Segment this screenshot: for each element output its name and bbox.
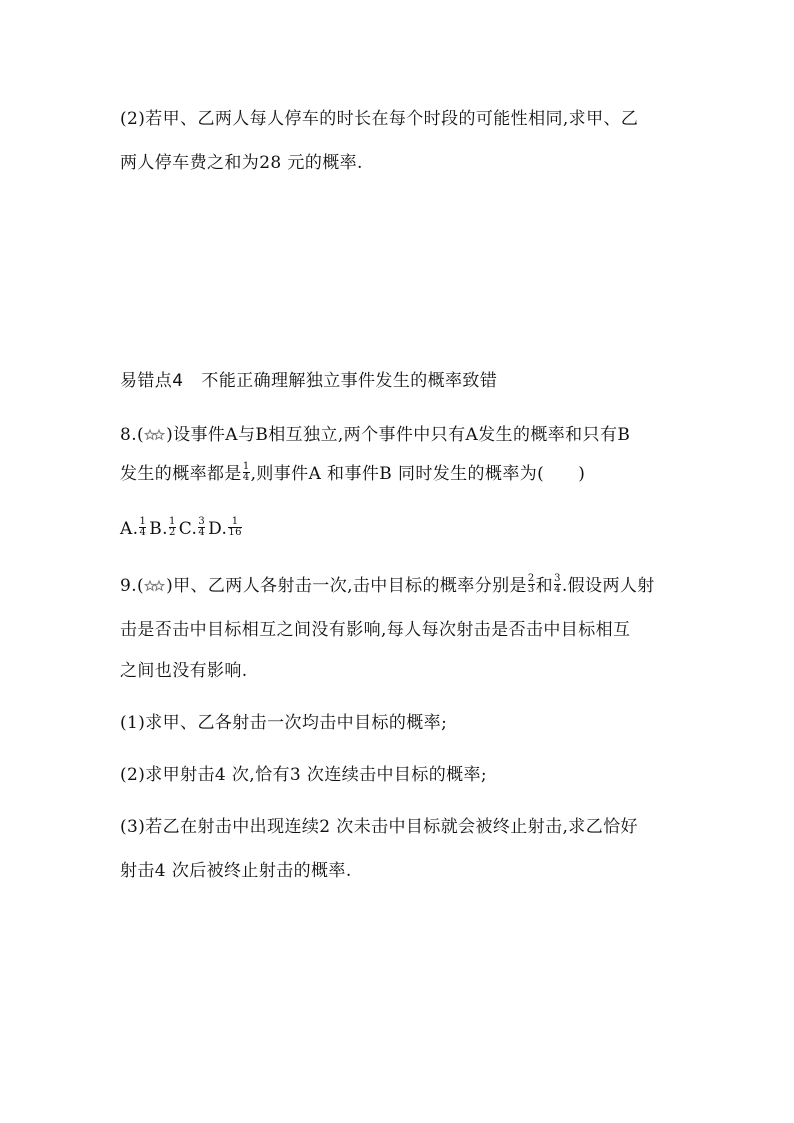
frac-num: 3 <box>198 516 206 527</box>
q8-stem-line1 <box>120 424 630 446</box>
q8-option-d <box>208 516 243 539</box>
q7-part2-line1: (2)若甲、乙两人每人停车的时长在每个时段的可能性相同,求甲、乙 <box>120 109 639 129</box>
option-label: D. <box>208 519 228 539</box>
frac-num: 3 <box>554 573 561 584</box>
q9-stem-line3: 之间也没有影响. <box>120 661 248 681</box>
q9-stem-line2: 击是否击中目标相互之间没有影响,每人每次射击是否击中目标相互 <box>120 620 631 640</box>
q9-fraction-2 <box>554 574 561 595</box>
q9-stem-line1 <box>120 575 655 597</box>
option-label: C. <box>178 519 198 539</box>
q8-stem-text-2b: ,则事件A 和事件B 同时发生的概率为( <box>250 464 545 484</box>
two-star-difficulty-icon <box>144 579 166 593</box>
q9-text-1c: .假设两人射 <box>561 576 655 596</box>
q8-fraction <box>243 462 250 483</box>
q8-options <box>120 518 243 540</box>
q8-frac-num: 1 <box>242 461 250 472</box>
frac-num: 1 <box>168 516 176 527</box>
q8-stem-text-2a: 发生的概率都是 <box>120 464 242 484</box>
q8-stem-text-2c: ) <box>578 464 586 484</box>
option-fraction <box>169 517 176 538</box>
q8-option-c <box>178 516 206 539</box>
option-label: A. <box>120 519 139 539</box>
option-label: B. <box>149 519 168 539</box>
q9-number: 9.( <box>120 576 145 596</box>
section-label: 易错点4 <box>120 371 184 391</box>
q8-option-b <box>149 516 176 539</box>
q7-part2-line2: 两人停车费之和为28 元的概率. <box>120 153 363 173</box>
section-title: 不能正确理解独立事件发生的概率致错 <box>201 371 498 391</box>
frac-den: 4 <box>554 584 561 595</box>
q9-text-1b: 和 <box>535 576 554 596</box>
frac-den: 2 <box>168 527 176 538</box>
frac-num: 1 <box>139 516 147 527</box>
section-heading <box>120 370 497 392</box>
q8-number: 8.( <box>120 425 145 445</box>
q8-frac-den: 4 <box>242 472 250 483</box>
frac-num: 1 <box>231 516 239 527</box>
q9-part3-line1: (3)若乙在射击中出现连续2 次未击中目标就会被终止射击,求乙恰好 <box>120 817 638 837</box>
frac-den: 4 <box>139 527 147 538</box>
q9-fraction-1 <box>528 574 535 595</box>
option-fraction <box>139 517 146 538</box>
q8-stem-text-1: )设事件A与B相互独立,两个事件中只有A发生的概率和只有B <box>166 425 631 445</box>
q8-stem-line2 <box>120 463 585 485</box>
q8-option-a <box>120 516 147 539</box>
q9-part2: (2)求甲射击4 次,恰有3 次连续击中目标的概率; <box>120 765 488 785</box>
frac-den: 3 <box>527 584 535 595</box>
option-fraction <box>228 517 242 538</box>
q9-part3-line2: 射击4 次后被终止射击的概率. <box>120 861 352 881</box>
q9-part1: (1)求甲、乙各射击一次均击中目标的概率; <box>120 713 448 733</box>
option-fraction <box>198 517 205 538</box>
two-star-difficulty-icon <box>144 428 166 442</box>
frac-den: 4 <box>198 527 206 538</box>
frac-den: 16 <box>228 527 242 538</box>
q9-text-1a: )甲、乙两人各射击一次,击中目标的概率分别是 <box>166 576 527 596</box>
frac-num: 2 <box>527 573 535 584</box>
